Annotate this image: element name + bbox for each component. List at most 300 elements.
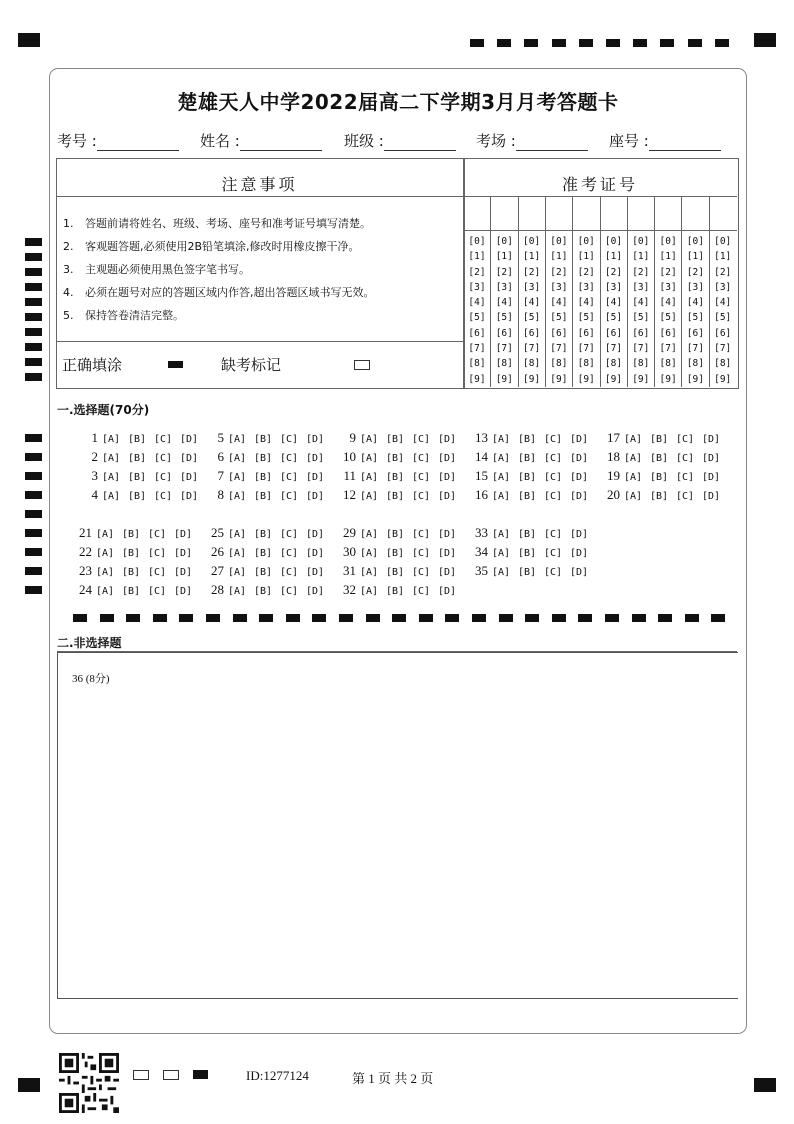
option-bubble[interactable]: [D] — [570, 472, 589, 483]
option-bubble[interactable]: [C] — [676, 453, 695, 464]
digit-bubble[interactable]: [9] — [468, 373, 486, 385]
digit-bubble[interactable]: [2] — [523, 266, 541, 278]
digit-bubble[interactable]: [1] — [523, 251, 541, 263]
option-bubble[interactable]: [B] — [254, 453, 273, 464]
digit-bubble[interactable]: [4] — [523, 297, 541, 309]
option-bubble[interactable]: [B] — [386, 567, 405, 578]
digit-bubble[interactable]: [8] — [686, 358, 704, 370]
question-row — [334, 580, 464, 599]
option-bubble[interactable]: [D] — [438, 586, 457, 597]
option-bubble[interactable]: [C] — [154, 472, 173, 483]
option-bubble[interactable]: [D] — [570, 491, 589, 502]
digit-bubble[interactable]: [2] — [577, 266, 595, 278]
absent-mark-checkbox[interactable] — [354, 360, 370, 370]
question-number: 23 — [79, 563, 92, 578]
digit-bubble[interactable]: [5] — [604, 312, 623, 324]
input-line[interactable] — [97, 134, 179, 151]
option-bubble[interactable]: [D] — [438, 491, 457, 502]
digit-bubble[interactable]: [4] — [577, 297, 595, 309]
digit-bubble[interactable]: [5] — [714, 312, 732, 324]
option-bubble[interactable]: [C] — [544, 529, 563, 540]
admission-header: 准考证号 — [561, 175, 638, 194]
notice-list — [63, 212, 375, 327]
option-bubble[interactable]: [D] — [306, 434, 325, 445]
digit-bubble[interactable]: [9] — [686, 373, 704, 385]
digit-bubble[interactable]: [3] — [604, 281, 623, 293]
option-bubble[interactable]: [A] — [360, 586, 379, 597]
option-bubble[interactable]: [C] — [280, 434, 299, 445]
option-bubble[interactable]: [B] — [386, 453, 405, 464]
option-bubble[interactable]: [D] — [306, 491, 325, 502]
digit-bubble[interactable]: [2] — [686, 266, 704, 278]
option-bubble[interactable]: [B] — [254, 567, 273, 578]
option-bubble[interactable]: [A] — [624, 453, 643, 464]
question-row — [334, 466, 464, 485]
question-number: 3 — [91, 468, 98, 483]
option-bubble[interactable]: [A] — [492, 434, 511, 445]
digit-bubble[interactable]: [7] — [714, 343, 732, 355]
digit-bubble[interactable]: [5] — [632, 312, 650, 324]
timing-mark — [715, 39, 729, 47]
option-bubble[interactable]: [C] — [280, 491, 299, 502]
option-bubble[interactable]: [B] — [122, 529, 141, 540]
digit-column — [710, 234, 736, 387]
timing-mark — [25, 373, 42, 381]
option-bubble[interactable]: [C] — [148, 548, 167, 559]
digit-bubble[interactable]: [1] — [714, 251, 732, 263]
digit-bubble[interactable]: [4] — [604, 297, 623, 309]
question-number: 14 — [475, 449, 488, 464]
digit-bubble[interactable]: [7] — [550, 343, 568, 355]
digit-bubble[interactable]: [1] — [550, 251, 568, 263]
option-bubble[interactable]: [C] — [544, 434, 563, 445]
digit-bubble[interactable]: [4] — [632, 297, 650, 309]
digit-bubble[interactable]: [8] — [495, 358, 513, 370]
option-bubble[interactable]: [B] — [518, 548, 537, 559]
digit-bubble[interactable]: [0] — [577, 236, 595, 247]
field-label: 姓名 : — [200, 132, 240, 150]
option-bubble[interactable]: [B] — [122, 567, 141, 578]
digit-bubble[interactable]: [6] — [495, 327, 513, 339]
option-bubble[interactable]: [C] — [280, 529, 299, 540]
digit-bubble[interactable]: [0] — [550, 236, 568, 247]
exam-room-field[interactable] — [476, 130, 588, 151]
digit-bubble[interactable]: [7] — [659, 343, 677, 355]
digit-bubble[interactable]: [7] — [495, 343, 513, 355]
option-bubble[interactable]: [D] — [702, 434, 721, 445]
timing-mark — [633, 39, 647, 47]
option-bubble[interactable]: [B] — [518, 434, 537, 445]
option-bubble[interactable]: [A] — [360, 453, 379, 464]
option-bubble[interactable]: [D] — [702, 472, 721, 483]
digit-bubble[interactable]: [1] — [632, 251, 650, 263]
option-bubble[interactable]: [B] — [254, 472, 273, 483]
option-bubble[interactable]: [B] — [386, 491, 405, 502]
option-bubble[interactable]: [C] — [280, 567, 299, 578]
question-row — [334, 485, 464, 504]
digit-bubble[interactable]: [4] — [659, 297, 677, 309]
question-number: 32 — [343, 582, 356, 597]
digit-bubble[interactable]: [1] — [468, 251, 486, 263]
digit-bubble[interactable]: [1] — [604, 251, 623, 263]
timing-mark — [606, 39, 620, 47]
digit-bubble[interactable]: [6] — [686, 327, 704, 339]
option-bubble[interactable]: [C] — [148, 567, 167, 578]
option-bubble[interactable]: [D] — [174, 529, 193, 540]
digit-bubble[interactable]: [5] — [659, 312, 677, 324]
digit-bubble[interactable]: [5] — [468, 312, 486, 324]
option-bubble[interactable]: [D] — [174, 548, 193, 559]
digit-bubble[interactable]: [7] — [632, 343, 650, 355]
option-bubble[interactable]: [B] — [122, 586, 141, 597]
option-bubble[interactable]: [B] — [518, 567, 537, 578]
digit-bubble[interactable]: [2] — [714, 266, 732, 278]
digit-bubble[interactable]: [6] — [659, 327, 677, 339]
option-bubble[interactable]: [D] — [570, 453, 589, 464]
digit-bubble[interactable]: [8] — [577, 358, 595, 370]
option-bubble[interactable]: [A] — [102, 472, 121, 483]
digit-bubble[interactable]: [8] — [468, 358, 486, 370]
option-bubble[interactable]: [A] — [360, 491, 379, 502]
option-bubble[interactable]: [A] — [228, 491, 247, 502]
option-bubble[interactable]: [A] — [492, 491, 511, 502]
option-bubble[interactable]: [D] — [180, 434, 199, 445]
digit-bubble[interactable]: [4] — [495, 297, 513, 309]
digit-bubble[interactable]: [6] — [550, 327, 568, 339]
question-row — [466, 561, 596, 580]
timing-mark — [25, 358, 42, 366]
option-bubble[interactable]: [A] — [228, 548, 247, 559]
timing-mark — [25, 434, 42, 442]
digit-bubble[interactable]: [6] — [577, 327, 595, 339]
digit-bubble[interactable]: [6] — [714, 327, 732, 339]
question-row — [598, 485, 728, 504]
option-bubble[interactable]: [C] — [148, 586, 167, 597]
option-bubble[interactable]: [A] — [228, 567, 247, 578]
option-bubble[interactable]: [B] — [518, 472, 537, 483]
timing-mark — [25, 298, 42, 306]
q36-answer-area[interactable] — [57, 652, 738, 999]
option-bubble[interactable]: [B] — [650, 453, 669, 464]
option-bubble[interactable]: [B] — [386, 434, 405, 445]
digit-bubble[interactable]: [2] — [659, 266, 677, 278]
digit-bubble[interactable]: [9] — [604, 373, 623, 385]
option-bubble[interactable]: [D] — [180, 472, 199, 483]
digit-bubble[interactable]: [1] — [686, 251, 704, 263]
digit-bubble[interactable]: [3] — [495, 281, 513, 293]
option-bubble[interactable]: [D] — [180, 453, 199, 464]
notice-item: 5. 保持答卷清洁完整。 — [63, 309, 184, 322]
digit-bubble[interactable]: [0] — [714, 236, 732, 247]
option-bubble[interactable]: [C] — [412, 491, 431, 502]
digit-bubble[interactable]: [1] — [495, 251, 513, 263]
class-field[interactable] — [344, 130, 456, 151]
option-bubble[interactable]: [B] — [386, 548, 405, 559]
timing-mark — [25, 529, 42, 537]
option-bubble[interactable]: [D] — [438, 567, 457, 578]
digit-bubble[interactable]: [9] — [495, 373, 513, 385]
option-bubble[interactable]: [C] — [412, 453, 431, 464]
option-bubble[interactable]: [C] — [676, 472, 695, 483]
option-bubble[interactable]: [B] — [518, 491, 537, 502]
option-bubble[interactable]: [C] — [154, 491, 173, 502]
option-bubble[interactable]: [B] — [254, 529, 273, 540]
option-bubble[interactable]: [A] — [228, 434, 247, 445]
option-bubble[interactable]: [D] — [570, 529, 589, 540]
question-row — [202, 428, 332, 447]
option-bubble[interactable]: [D] — [702, 491, 721, 502]
digit-bubble[interactable]: [0] — [604, 236, 623, 247]
option-bubble[interactable]: [B] — [386, 529, 405, 540]
digit-bubble[interactable]: [0] — [632, 236, 650, 247]
timing-mark — [25, 238, 42, 246]
option-bubble[interactable]: [A] — [228, 472, 247, 483]
option-bubble[interactable]: [B] — [128, 453, 147, 464]
option-bubble[interactable]: [B] — [518, 453, 537, 464]
question-number: 18 — [607, 449, 620, 464]
option-bubble[interactable]: [B] — [254, 586, 273, 597]
digit-column — [546, 234, 572, 387]
digit-bubble[interactable]: [3] — [523, 281, 541, 293]
digit-bubble[interactable]: [3] — [577, 281, 595, 293]
option-bubble[interactable]: [B] — [254, 491, 273, 502]
digit-bubble[interactable]: [2] — [604, 266, 623, 278]
question-row — [202, 523, 332, 542]
option-bubble[interactable]: [A] — [492, 548, 511, 559]
question-row — [70, 561, 200, 580]
option-bubble[interactable]: [D] — [570, 434, 589, 445]
digit-bubble[interactable]: [8] — [523, 358, 541, 370]
digit-bubble[interactable]: [5] — [550, 312, 568, 324]
digit-bubble[interactable]: [0] — [686, 236, 704, 247]
option-bubble[interactable]: [A] — [228, 453, 247, 464]
option-bubble[interactable]: [B] — [128, 472, 147, 483]
question-number: 25 — [211, 525, 224, 540]
digit-bubble[interactable]: [8] — [632, 358, 650, 370]
option-bubble[interactable]: [A] — [228, 586, 247, 597]
question-number: 19 — [607, 468, 620, 483]
section1-title: 一.选择题(70分) — [57, 403, 150, 417]
option-bubble[interactable]: [B] — [254, 434, 273, 445]
option-bubble[interactable]: [C] — [412, 548, 431, 559]
option-bubble[interactable]: [C] — [280, 472, 299, 483]
digit-bubble[interactable]: [3] — [632, 281, 650, 293]
input-line[interactable] — [240, 134, 322, 151]
digit-bubble[interactable]: [8] — [714, 358, 732, 370]
option-bubble[interactable]: [A] — [492, 453, 511, 464]
exam-number-field[interactable] — [57, 130, 179, 151]
section2-title: 二.非选择题 — [57, 636, 122, 650]
option-bubble[interactable]: [A] — [360, 434, 379, 445]
option-bubble[interactable]: [A] — [96, 529, 115, 540]
option-bubble[interactable]: [C] — [412, 586, 431, 597]
option-bubble[interactable]: [C] — [280, 453, 299, 464]
timing-mark — [25, 268, 42, 276]
option-bubble[interactable]: [C] — [412, 472, 431, 483]
option-bubble[interactable]: [A] — [360, 472, 379, 483]
option-bubble[interactable]: [A] — [624, 434, 643, 445]
option-bubble[interactable]: [D] — [306, 472, 325, 483]
digit-bubble[interactable]: [9] — [577, 373, 595, 385]
corner-mark-bottom-left — [18, 1078, 40, 1092]
option-bubble[interactable]: [B] — [128, 491, 147, 502]
option-bubble[interactable]: [A] — [102, 453, 121, 464]
digit-bubble[interactable]: [6] — [523, 327, 541, 339]
option-bubble[interactable]: [B] — [386, 586, 405, 597]
name-field[interactable] — [200, 130, 322, 151]
digit-bubble[interactable]: [9] — [659, 373, 677, 385]
digit-bubble[interactable]: [2] — [468, 266, 486, 278]
option-bubble[interactable]: [A] — [492, 529, 511, 540]
option-bubble[interactable]: [C] — [148, 529, 167, 540]
option-bubble[interactable]: [D] — [438, 453, 457, 464]
question-row — [202, 447, 332, 466]
option-bubble[interactable]: [B] — [254, 548, 273, 559]
question-number: 7 — [217, 468, 224, 483]
digit-bubble[interactable]: [1] — [659, 251, 677, 263]
option-bubble[interactable]: [C] — [280, 586, 299, 597]
option-bubble[interactable]: [D] — [306, 548, 325, 559]
timing-mark — [688, 39, 702, 47]
digit-bubble[interactable]: [3] — [550, 281, 568, 293]
field-label: 座号 : — [609, 132, 649, 150]
fill-divider — [56, 341, 463, 342]
option-bubble[interactable]: [C] — [544, 453, 563, 464]
option-bubble[interactable]: [C] — [544, 491, 563, 502]
digit-bubble[interactable]: [6] — [604, 327, 623, 339]
digit-bubble[interactable]: [7] — [686, 343, 704, 355]
option-bubble[interactable]: [A] — [102, 491, 121, 502]
option-bubble[interactable]: [D] — [174, 567, 193, 578]
option-bubble[interactable]: [A] — [96, 567, 115, 578]
digit-bubble[interactable]: [0] — [468, 236, 486, 247]
digit-bubble[interactable]: [3] — [686, 281, 704, 293]
option-bubble[interactable]: [A] — [624, 472, 643, 483]
option-bubble[interactable]: [A] — [360, 548, 379, 559]
digit-bubble[interactable]: [7] — [523, 343, 541, 355]
option-bubble[interactable]: [D] — [306, 567, 325, 578]
option-bubble[interactable]: [D] — [570, 567, 589, 578]
digit-bubble[interactable]: [2] — [495, 266, 513, 278]
option-bubble[interactable]: [C] — [544, 472, 563, 483]
option-bubble[interactable]: [C] — [154, 453, 173, 464]
option-bubble[interactable]: [A] — [360, 529, 379, 540]
digit-bubble[interactable]: [0] — [523, 236, 541, 247]
option-bubble[interactable]: [C] — [412, 434, 431, 445]
input-line[interactable] — [516, 134, 588, 151]
option-bubble[interactable]: [A] — [96, 586, 115, 597]
digit-bubble[interactable]: [2] — [632, 266, 650, 278]
option-bubble[interactable]: [A] — [492, 567, 511, 578]
option-bubble[interactable]: [B] — [650, 491, 669, 502]
digit-bubble[interactable]: [9] — [714, 373, 732, 385]
option-bubble[interactable]: [A] — [624, 491, 643, 502]
digit-bubble[interactable]: [5] — [577, 312, 595, 324]
digit-bubble[interactable]: [8] — [550, 358, 568, 370]
option-bubble[interactable]: [D] — [702, 453, 721, 464]
option-bubble[interactable]: [D] — [438, 434, 457, 445]
question-number: 33 — [475, 525, 488, 540]
option-bubble[interactable]: [A] — [102, 434, 121, 445]
timing-mark — [660, 39, 674, 47]
digit-bubble[interactable]: [0] — [495, 236, 513, 247]
input-line[interactable] — [384, 134, 456, 151]
digit-bubble[interactable]: [2] — [550, 266, 568, 278]
digit-bubble[interactable]: [0] — [659, 236, 677, 247]
digit-bubble[interactable]: [4] — [468, 297, 486, 309]
option-bubble[interactable]: [B] — [386, 472, 405, 483]
digit-bubble[interactable]: [4] — [686, 297, 704, 309]
option-bubble[interactable]: [D] — [180, 491, 199, 502]
option-bubble[interactable]: [D] — [306, 453, 325, 464]
seat-number-field[interactable] — [609, 130, 721, 151]
option-bubble[interactable]: [B] — [650, 472, 669, 483]
input-line[interactable] — [649, 134, 721, 151]
digit-bubble[interactable]: [5] — [686, 312, 704, 324]
option-bubble[interactable]: [A] — [360, 567, 379, 578]
option-bubble[interactable]: [D] — [438, 548, 457, 559]
digit-bubble[interactable]: [3] — [468, 281, 486, 293]
option-bubble[interactable]: [A] — [492, 472, 511, 483]
question-number: 6 — [217, 449, 224, 464]
timing-mark — [25, 313, 42, 321]
option-bubble[interactable]: [B] — [128, 434, 147, 445]
digit-bubble[interactable]: [4] — [714, 297, 732, 309]
digit-bubble[interactable]: [6] — [468, 327, 486, 339]
digit-bubble[interactable]: [9] — [550, 373, 568, 385]
option-bubble[interactable]: [A] — [96, 548, 115, 559]
digit-bubble[interactable]: [7] — [577, 343, 595, 355]
question-row — [466, 523, 596, 542]
option-bubble[interactable]: [D] — [438, 529, 457, 540]
option-bubble[interactable]: [C] — [544, 567, 563, 578]
digit-bubble[interactable]: [9] — [632, 373, 650, 385]
option-bubble[interactable]: [C] — [412, 567, 431, 578]
digit-bubble[interactable]: [9] — [523, 373, 541, 385]
option-bubble[interactable]: [B] — [518, 529, 537, 540]
option-bubble[interactable]: [C] — [412, 529, 431, 540]
option-bubble[interactable]: [B] — [650, 434, 669, 445]
option-bubble[interactable]: [D] — [306, 586, 325, 597]
digit-bubble[interactable]: [5] — [523, 312, 541, 324]
digit-bubble[interactable]: [8] — [604, 358, 623, 370]
option-bubble[interactable]: [C] — [676, 434, 695, 445]
question-number: 26 — [211, 544, 224, 559]
digit-bubble[interactable]: [5] — [495, 312, 513, 324]
digit-bubble[interactable]: [8] — [659, 358, 677, 370]
digit-bubble[interactable]: [6] — [632, 327, 650, 339]
option-bubble[interactable]: [C] — [154, 434, 173, 445]
option-bubble[interactable]: [C] — [280, 548, 299, 559]
option-bubble[interactable]: [D] — [174, 586, 193, 597]
option-bubble[interactable]: [B] — [122, 548, 141, 559]
question-number: 24 — [79, 582, 92, 597]
timing-mark — [25, 472, 42, 480]
digit-bubble[interactable]: [3] — [659, 281, 677, 293]
digit-bubble[interactable]: [3] — [714, 281, 732, 293]
digit-bubble[interactable]: [7] — [604, 343, 623, 355]
digit-bubble[interactable]: [1] — [577, 251, 595, 263]
option-bubble[interactable]: [D] — [438, 472, 457, 483]
option-bubble[interactable]: [D] — [570, 548, 589, 559]
option-bubble[interactable]: [A] — [228, 529, 247, 540]
digit-bubble[interactable]: [4] — [550, 297, 568, 309]
option-bubble[interactable]: [C] — [544, 548, 563, 559]
option-bubble[interactable]: [C] — [676, 491, 695, 502]
question-number: 29 — [343, 525, 356, 540]
option-bubble[interactable]: [D] — [306, 529, 325, 540]
digit-bubble[interactable]: [7] — [468, 343, 486, 355]
